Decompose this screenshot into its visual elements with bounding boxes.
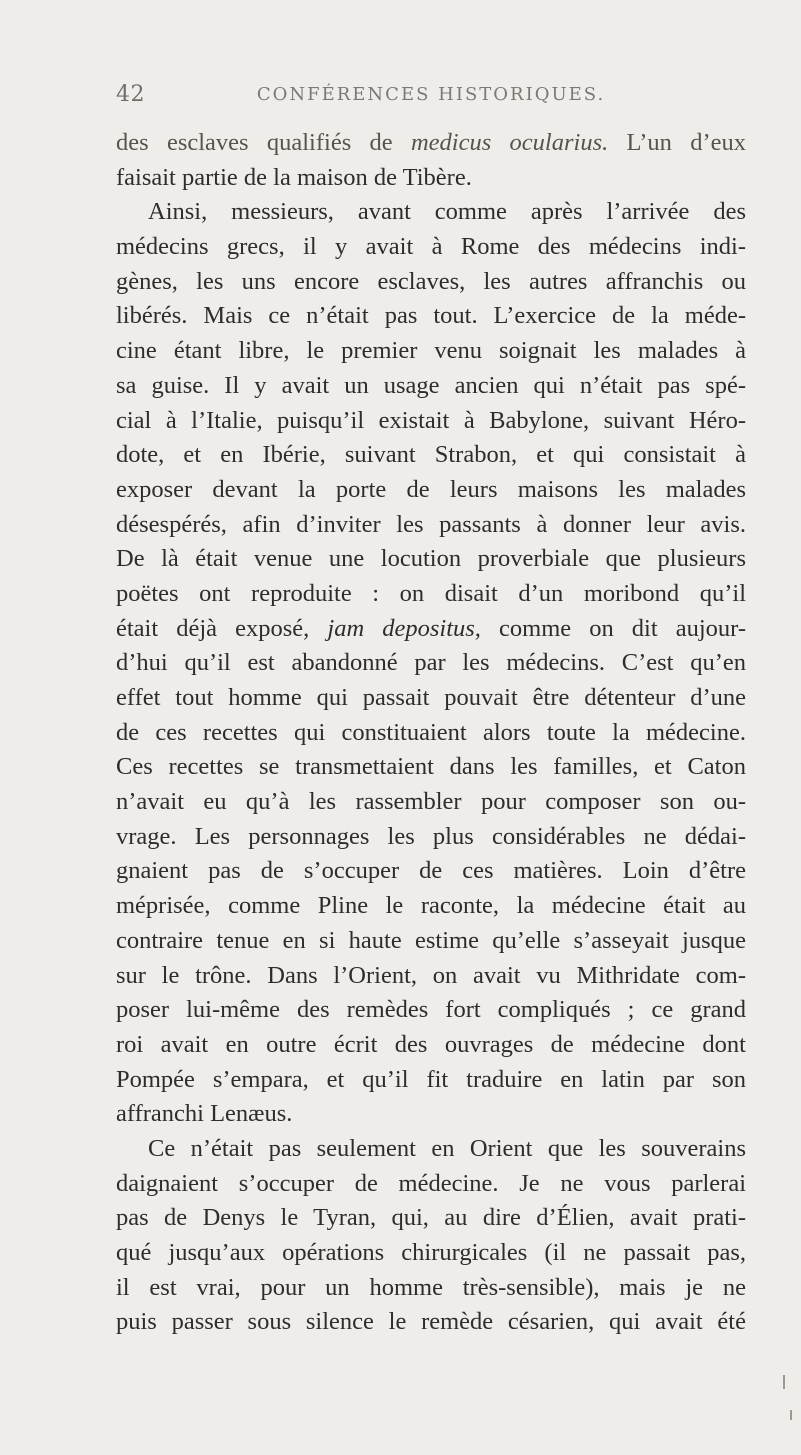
page-header (116, 82, 746, 108)
text-line: De là était venue une locution proverbiale que plusieurs (116, 545, 746, 573)
text-line: désespérés, afin d’inviter les passants à donner leur avis. (116, 510, 746, 538)
text-line: de ces recettes qui constituaient alors toute la médecine. (116, 718, 746, 746)
text-line: Ces recettes se transmettaient dans les familles, et Caton (116, 753, 746, 781)
text-line: méprisée, comme Pline le raconte, la médecine était au (116, 892, 746, 920)
text-line: affranchi Lenæus. (116, 1100, 293, 1128)
paragraph-start-line: Ce n’était pas seulement en Orient que les souverains (148, 1134, 746, 1162)
text-line: des esclaves qualifiés de medicus ocularius. L’un d’eux (116, 129, 746, 156)
margin-speck (790, 1410, 792, 1420)
text-line: cine étant libre, le premier venu soignait les malades à (116, 337, 746, 365)
text-line: qué jusqu’aux opérations chirurgicales (il ne passait pas, (116, 1239, 746, 1266)
text-line: poser lui-même des remèdes fort compliqués ; ce grand (116, 996, 746, 1024)
text-line: était déjà exposé, jam depositus, comme on dit aujour- (116, 614, 746, 642)
text-line: n’avait eu qu’à les rassembler pour composer son ou- (116, 788, 746, 816)
text-line: daignaient s’occuper de médecine. Je ne vous parlerai (116, 1169, 746, 1197)
text-line: sur le trône. Dans l’Orient, on avait vu Mithridate com- (116, 961, 746, 989)
text-line: d’hui qu’il est abandonné par les médecins. C’est qu’en (116, 649, 746, 677)
text-line: pas de Denys le Tyran, qui, au dire d’Élien, avait prati- (116, 1204, 746, 1232)
text-line: puis passer sous silence le remède césarien, qui avait été (116, 1308, 746, 1336)
text-line: sa guise. Il y avait un usage ancien qui n’était pas spé- (116, 371, 746, 399)
page-number: 42 (116, 82, 145, 107)
text-line: dote, et en Ibérie, suivant Strabon, et qui consistait à (116, 441, 746, 469)
paragraph-start-line: Ainsi, messieurs, avant comme après l’arrivée des (148, 198, 746, 226)
text-line: exposer devant la porte de leurs maisons les malades (116, 475, 746, 503)
text-line: vrage. Les personnages les plus considérables ne dédai- (116, 822, 746, 850)
margin-speck (783, 1375, 785, 1389)
text-line: roi avait en outre écrit des ouvrages de médecine dont (116, 1030, 746, 1058)
text-line: cial à l’Italie, puisqu’il existait à Babylone, suivant Héro- (116, 406, 746, 434)
text-line: gnaient pas de s’occuper de ces matières. Loin d’être (116, 857, 746, 885)
text-line: Pompée s’empara, et qu’il fit traduire en latin par son (116, 1065, 746, 1093)
text-line: poëtes ont reproduite : on disait d’un moribond qu’il (116, 579, 746, 607)
text-line: libérés. Mais ce n’était pas tout. L’exercice de la méde- (116, 302, 746, 330)
text-line: gènes, les uns encore esclaves, les autres affranchis ou (116, 267, 746, 295)
text-line: contraire tenue en si haute estime qu’elle s’asseyait jusque (116, 926, 746, 954)
body-text (116, 126, 746, 1340)
text-line: faisait partie de la maison de Tibère. (116, 163, 472, 191)
text-line: médecins grecs, il y avait à Rome des médecins indi- (116, 233, 746, 261)
text-line: effet tout homme qui passait pouvait être détenteur d’une (116, 684, 746, 711)
text-line: il est vrai, pour un homme très-sensible), mais je ne (116, 1273, 746, 1301)
running-head: CONFÉRENCES HISTORIQUES. (256, 84, 606, 105)
